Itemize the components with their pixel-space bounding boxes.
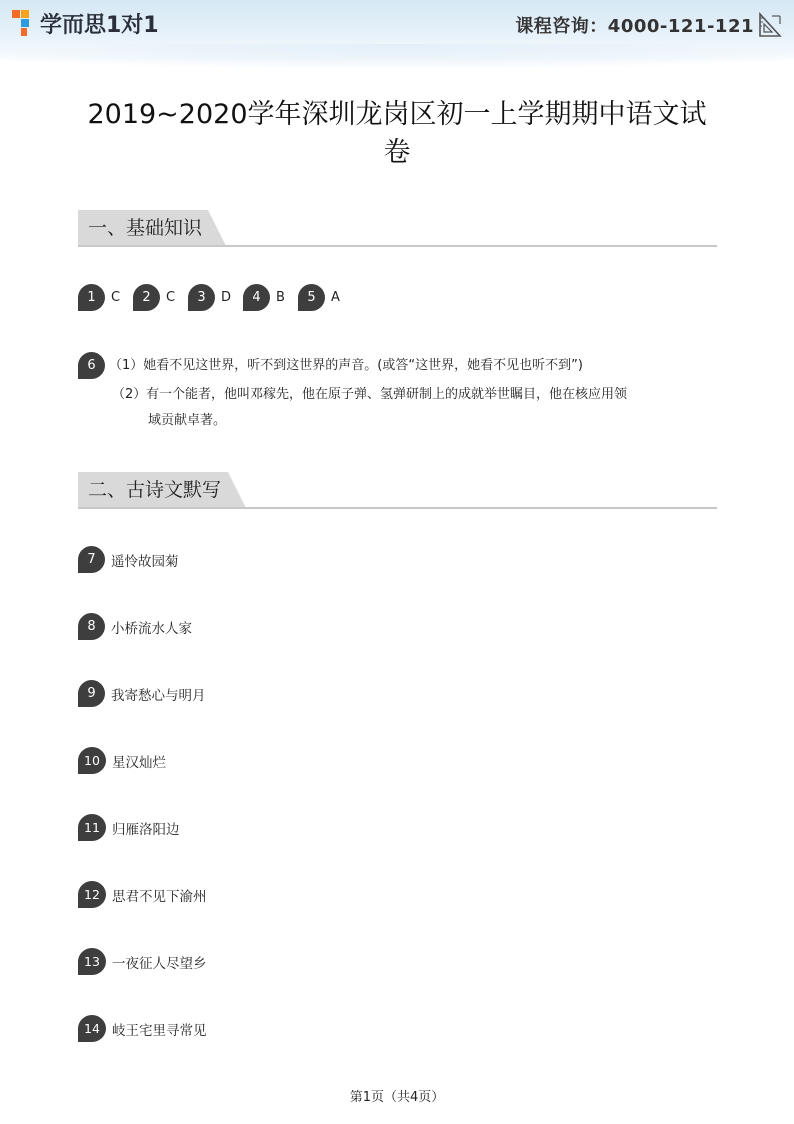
q6-part2-answer-line2: 域贡献卓著。 bbox=[148, 413, 227, 428]
question-number-badge: 9 bbox=[78, 680, 105, 707]
question-number-badge: 1 bbox=[78, 284, 105, 311]
question-number-badge: 4 bbox=[243, 284, 270, 311]
answer-choice: B bbox=[276, 290, 285, 305]
poem-answer-text: 遥怜故园菊 bbox=[111, 553, 179, 570]
question-6 bbox=[78, 352, 718, 428]
brand-logo[interactable] bbox=[12, 6, 159, 40]
q6-part1-answer: 她看不见这世界，听不到这世界的声音。(或答“这世界，她看不见也听不到”) bbox=[143, 357, 583, 373]
question-number-badge: 5 bbox=[298, 284, 325, 311]
section-rule bbox=[78, 245, 717, 247]
answer-choice: C bbox=[111, 290, 121, 305]
brand-name: 学而思1对1 bbox=[40, 12, 159, 38]
q6-part2 bbox=[112, 382, 672, 434]
poem-answer-text: 思君不见下渝州 bbox=[112, 888, 207, 905]
poem-answer-text: 星汉灿烂 bbox=[112, 754, 166, 771]
poem-answer bbox=[78, 613, 192, 640]
answer-item bbox=[133, 284, 176, 311]
answer-item bbox=[78, 284, 121, 311]
ruler-triangle-icon bbox=[758, 12, 782, 38]
page-title: 2019~2020学年深圳龙岗区初一上学期期中语文试卷 bbox=[87, 99, 707, 168]
question-number-badge: 11 bbox=[78, 814, 106, 841]
poem-answer bbox=[78, 747, 166, 774]
section-heading-poetry bbox=[78, 472, 717, 510]
question-number-badge: 7 bbox=[78, 546, 105, 573]
question-number-badge: 12 bbox=[78, 881, 106, 908]
question-number-badge: 3 bbox=[188, 284, 215, 311]
poem-answer bbox=[78, 881, 207, 908]
logo-mark-icon bbox=[12, 8, 36, 38]
question-number-badge: 6 bbox=[78, 352, 105, 379]
hotline-text: 课程咨询：4000-121-121 bbox=[515, 16, 754, 37]
poem-answer-text: 小桥流水人家 bbox=[111, 620, 192, 637]
section-label: 二、古诗文默写 bbox=[88, 479, 222, 501]
poem-answer-text: 一夜征人尽望乡 bbox=[112, 955, 207, 972]
section-heading-basics bbox=[78, 210, 717, 248]
q6-part2-answer-line1: 有一个能者，他叫邓稼先，他在原子弹、氢弹研制上的成就举世瞩目，他在核应用领 bbox=[146, 387, 628, 402]
poem-answer-text: 我寄愁心与明月 bbox=[111, 687, 206, 704]
answer-choice: A bbox=[331, 290, 340, 305]
question-number-badge: 2 bbox=[133, 284, 160, 311]
section-label: 一、基础知识 bbox=[88, 217, 203, 239]
header-curve bbox=[0, 44, 794, 74]
answer-choice: D bbox=[221, 290, 232, 305]
poem-answer bbox=[78, 546, 179, 573]
multiple-choice-answers bbox=[78, 284, 353, 311]
page-footer: 第1页（共4页） bbox=[349, 1090, 445, 1105]
question-number-badge: 14 bbox=[78, 1015, 106, 1042]
poem-answer bbox=[78, 680, 206, 707]
section-rule bbox=[78, 507, 717, 509]
answer-item bbox=[243, 284, 286, 311]
poem-answer-text: 岐王宅里寻常见 bbox=[112, 1022, 207, 1039]
q6-part2-number: （2） bbox=[112, 387, 147, 402]
poem-answer bbox=[78, 814, 180, 841]
question-number-badge: 13 bbox=[78, 948, 106, 975]
question-number-badge: 8 bbox=[78, 613, 105, 640]
poem-answer bbox=[78, 1015, 207, 1042]
answer-item bbox=[298, 284, 341, 311]
answer-choice: C bbox=[166, 290, 176, 305]
question-number-badge: 10 bbox=[78, 747, 106, 774]
poem-answer bbox=[78, 948, 207, 975]
answer-item bbox=[188, 284, 231, 311]
q6-part1-number: （1） bbox=[109, 357, 144, 373]
poem-answer-text: 归雁洛阳边 bbox=[112, 821, 180, 838]
